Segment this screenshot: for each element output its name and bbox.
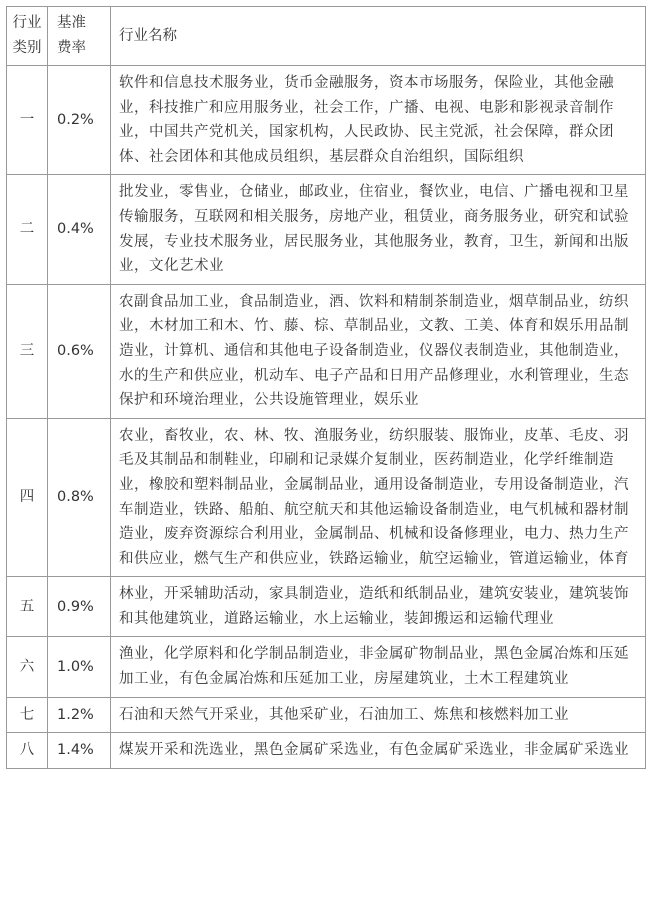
industry-names-cell: 煤炭开采和洗选业，黑色金属矿采选业，有色金属矿采选业，非金属矿采选业 bbox=[111, 733, 646, 769]
header-category: 行业 类别 bbox=[7, 7, 48, 66]
industry-names-cell: 农业，畜牧业，农、林、牧、渔服务业，纺织服装、服饰业，皮革、毛皮、羽毛及其制品和制鞋业，印刷和记录媒介复制业，医药制造业，化学纤维制造业，橡胶和塑料制品业，金属制品业，通用设备制造业，专用设备制造业，汽车制造业，铁路、船舶、航空航天和其他运输设备制造业，电气机械和器材制造业，废弃资源综合利用业，金属制品、机械和设备修理业，电力、热力生产和供应业，燃气生产和供应业，铁路运输业，航空运输业，管道运输业，体育 bbox=[111, 418, 646, 577]
table-header bbox=[7, 7, 646, 66]
category-cell: 二 bbox=[7, 175, 48, 284]
rate-cell: 0.8% bbox=[48, 418, 111, 577]
rate-cell: 1.0% bbox=[48, 637, 111, 697]
header-rate: 基准 费率 bbox=[48, 7, 111, 66]
rate-cell: 1.4% bbox=[48, 733, 111, 769]
rate-cell: 0.4% bbox=[48, 175, 111, 284]
rate-cell: 0.6% bbox=[48, 284, 111, 418]
rate-cell: 0.9% bbox=[48, 577, 111, 637]
category-cell: 一 bbox=[7, 66, 48, 175]
table-row bbox=[7, 175, 646, 284]
category-cell: 八 bbox=[7, 733, 48, 769]
table-row bbox=[7, 418, 646, 577]
industry-names-cell: 石油和天然气开采业，其他采矿业，石油加工、炼焦和核燃料加工业 bbox=[111, 697, 646, 733]
table-row bbox=[7, 577, 646, 637]
industry-names-cell: 软件和信息技术服务业，货币金融服务，资本市场服务，保险业，其他金融业，科技推广和应用服务业，社会工作，广播、电视、电影和影视录音制作业，中国共产党机关，国家机构，人民政协、民主党派，社会保障，群众团体、社会团体和其他成员组织，基层群众自治组织，国际组织 bbox=[111, 66, 646, 175]
category-cell: 四 bbox=[7, 418, 48, 577]
category-cell: 六 bbox=[7, 637, 48, 697]
table-row bbox=[7, 637, 646, 697]
category-cell: 三 bbox=[7, 284, 48, 418]
header-row bbox=[7, 7, 646, 66]
rate-cell: 1.2% bbox=[48, 697, 111, 733]
table-row bbox=[7, 284, 646, 418]
header-names: 行业名称 bbox=[111, 7, 646, 66]
category-cell: 五 bbox=[7, 577, 48, 637]
industry-names-cell: 农副食品加工业，食品制造业，酒、饮料和精制茶制造业，烟草制品业，纺织业，木材加工和木、竹、藤、棕、草制品业，文教、工美、体育和娱乐用品制造业，计算机、通信和其他电子设备制造业，仪器仪表制造业，其他制造业，水的生产和供应业，机动车、电子产品和日用产品修理业，水利管理业，生态保护和环境治理业，公共设施管理业，娱乐业 bbox=[111, 284, 646, 418]
table-row bbox=[7, 697, 646, 733]
industry-rate-table bbox=[6, 6, 646, 769]
industry-names-cell: 渔业，化学原料和化学制品制造业，非金属矿物制品业，黑色金属冶炼和压延加工业，有色金属冶炼和压延加工业，房屋建筑业，土木工程建筑业 bbox=[111, 637, 646, 697]
industry-names-cell: 林业，开采辅助活动，家具制造业，造纸和纸制品业，建筑安装业，建筑装饰和其他建筑业，道路运输业，水上运输业，装卸搬运和运输代理业 bbox=[111, 577, 646, 637]
category-cell: 七 bbox=[7, 697, 48, 733]
table-row bbox=[7, 733, 646, 769]
rate-cell: 0.2% bbox=[48, 66, 111, 175]
table-row bbox=[7, 66, 646, 175]
industry-names-cell: 批发业，零售业，仓储业，邮政业，住宿业，餐饮业，电信、广播电视和卫星传输服务，互联网和相关服务，房地产业，租赁业，商务服务业，研究和试验发展，专业技术服务业，居民服务业，其他服务业，教育，卫生，新闻和出版业，文化艺术业 bbox=[111, 175, 646, 284]
